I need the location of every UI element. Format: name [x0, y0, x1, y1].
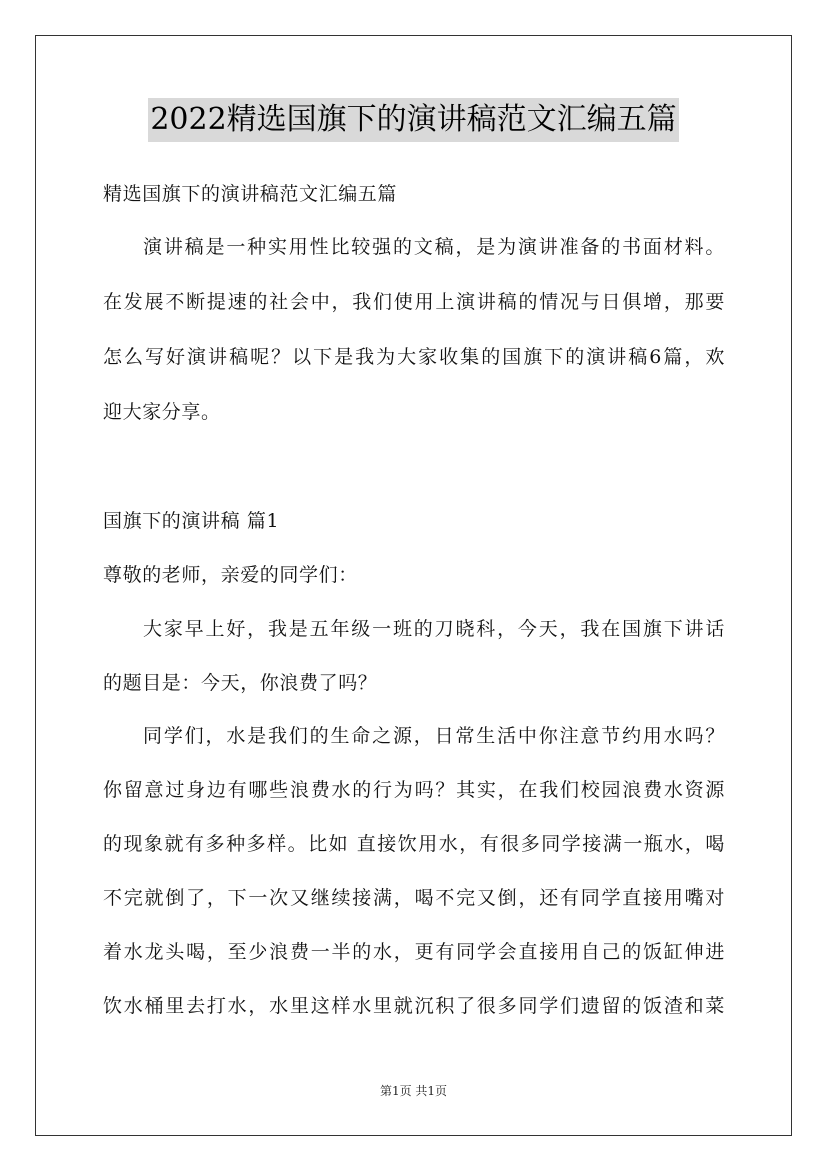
subtitle: 精选国旗下的演讲稿范文汇编五篇	[103, 183, 398, 205]
intro-line: 迎大家分享。	[103, 401, 221, 423]
document-title: 2022精选国旗下的演讲稿范文汇编五篇	[148, 98, 678, 142]
paragraph-line: 着水龙头喝，至少浪费一半的水，更有同学会直接用自己的饭缸伸进	[103, 941, 725, 963]
paragraph-line: 同学们，水是我们的生命之源，日常生活中你注意节约用水吗？	[143, 725, 725, 747]
paragraph-line: 你留意过身边有哪些浪费水的行为吗？其实，在我们校园浪费水资源	[103, 779, 725, 801]
page-number-footer: 第1页 共1页	[379, 1084, 448, 1098]
paragraph-line: 的题目是：今天，你浪费了吗？	[103, 672, 378, 694]
paragraph-line: 大家早上好，我是五年级一班的刀晓科，今天，我在国旗下讲话	[143, 618, 725, 640]
paragraph-line: 的现象就有多种多样。比如 直接饮用水，有很多同学接满一瓶水，喝	[103, 833, 725, 855]
intro-line: 怎么写好演讲稿呢？以下是我为大家收集的国旗下的演讲稿6篇，欢	[103, 346, 725, 368]
intro-line: 在发展不断提速的社会中，我们使用上演讲稿的情况与日俱增，那要	[103, 291, 725, 313]
title-container	[0, 98, 827, 142]
intro-line: 演讲稿是一种实用性比较强的文稿，是为演讲准备的书面材料。	[143, 236, 725, 258]
salutation: 尊敬的老师，亲爱的同学们：	[103, 564, 358, 586]
paragraph-line: 不完就倒了，下一次又继续接满，喝不完又倒，还有同学直接用嘴对	[103, 887, 725, 909]
paragraph-line: 饮水桶里去打水，水里这样水里就沉积了很多同学们遗留的饭渣和菜	[103, 995, 725, 1017]
section-heading: 国旗下的演讲稿 篇1	[103, 510, 280, 532]
